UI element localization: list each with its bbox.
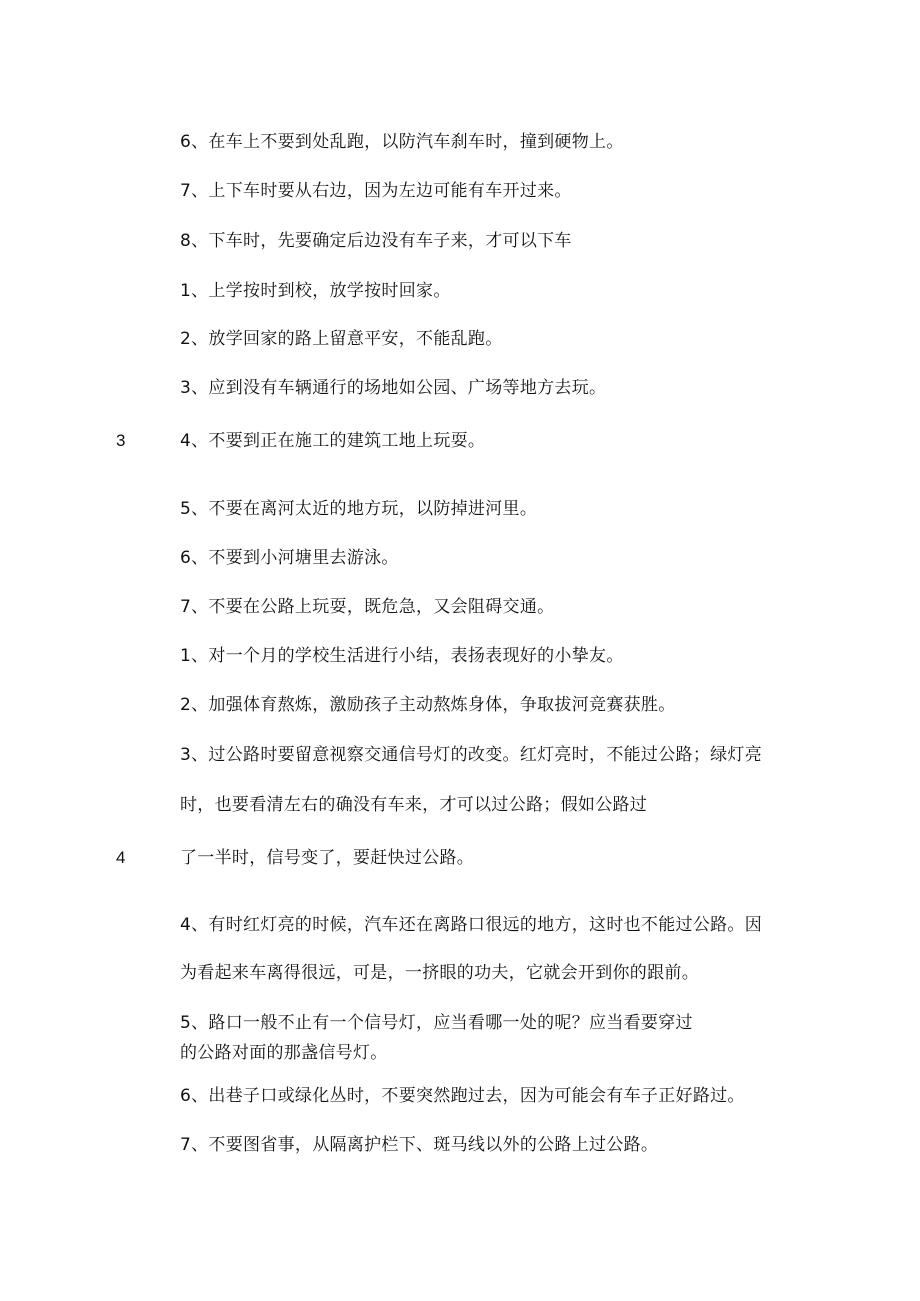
text-line: 3、过公路时要留意视察交通信号灯的改变。红灯亮时，不能过公路；绿灯亮 <box>180 745 763 765</box>
text-line: 2、放学回家的路上留意平安，不能乱跑。 <box>180 329 503 349</box>
section-marker: 4 <box>116 848 126 867</box>
text-line: 为看起来车离得很远，可是，一挤眼的功夫，它就会开到你的跟前。 <box>180 963 699 983</box>
text-line: 4、有时红灯亮的时候，汽车还在离路口很远的地方，这时也不能过公路。因 <box>180 915 763 935</box>
text-line: 的公路对面的那盏信号灯。 <box>180 1043 388 1063</box>
text-line: 4、不要到正在施工的建筑工地上玩耍。 <box>180 431 486 451</box>
text-line: 1、对一个月的学校生活进行小结，表扬表现好的小挚友。 <box>180 646 624 666</box>
text-line: 3、应到没有车辆通行的场地如公园、广场等地方去玩。 <box>180 378 607 398</box>
text-line: 6、不要到小河塘里去游泳。 <box>180 548 399 568</box>
text-line: 时，也要看清左右的确没有车来，才可以过公路；假如公路过 <box>180 795 648 815</box>
text-line: 6、出巷子口或绿化丛时，不要突然跑过去，因为可能会有车子正好路过。 <box>180 1086 745 1106</box>
text-line: 7、不要图省事，从隔离护栏下、斑马线以外的公路上过公路。 <box>180 1135 659 1155</box>
text-line: 7、上下车时要从右边，因为左边可能有车开过来。 <box>180 181 572 201</box>
text-line: 5、不要在离河太近的地方玩，以防掉进河里。 <box>180 499 538 519</box>
text-line: 2、加强体育熬炼，激励孩子主动熬炼身体，争取拔河竞赛获胜。 <box>180 695 676 715</box>
text-line: 7、不要在公路上玩耍，既危急，又会阻碍交通。 <box>180 597 555 617</box>
text-line: 了一半时，信号变了，要赶快过公路。 <box>180 848 475 868</box>
text-line: 5、路口一般不止有一个信号灯，应当看哪一处的呢？应当看要穿过 <box>180 1013 693 1033</box>
text-line: 1、上学按时到校，放学按时回家。 <box>180 281 451 301</box>
text-line: 8、下车时，先要确定后边没有车子来，才可以下车 <box>180 231 572 251</box>
text-line: 6、在车上不要到处乱跑，以防汽车刹车时，撞到硬物上。 <box>180 132 624 152</box>
section-marker: 3 <box>116 431 126 450</box>
